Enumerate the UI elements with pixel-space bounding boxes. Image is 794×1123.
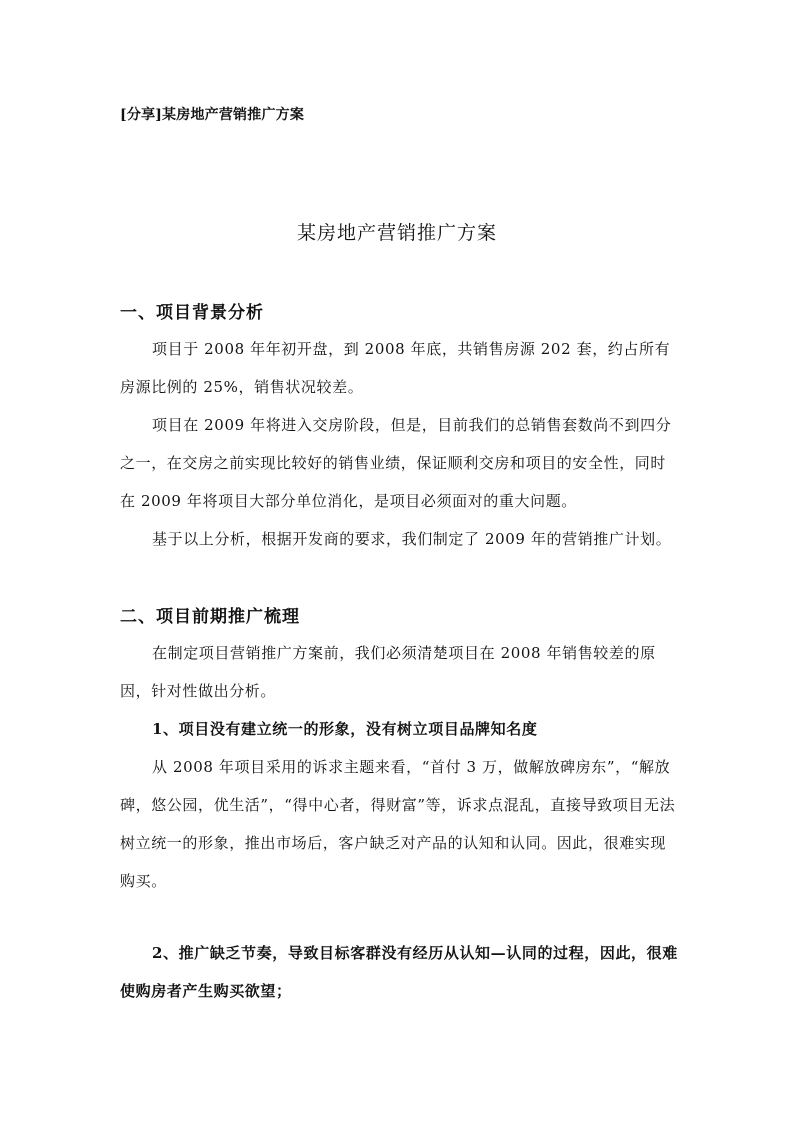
section2-point1-title: 1、项目没有建立统一的形象，没有树立项目品牌知名度	[152, 720, 538, 738]
section2-point1-body: 从 2008 年项目采用的诉求主题来看，“首付 3 万，做解放碑房东”，“解放碑，悠公园，优生活”，“得中心者，得财富”等，诉求点混乱，直接导致项目无法树立统一的形象，推出市场后，客户缺乏对产品的认知和认同。因此，很难实现购买。	[120, 758, 676, 890]
section2-heading: 二、项目前期推广梳理	[120, 607, 300, 627]
section2-paragraph-1: 在制定项目营销推广方案前，我们必须清楚项目在 2008 年销售较差的原因，针对性做出分析。	[120, 644, 656, 700]
section2-point2-title: 2、推广缺乏节奏，导致目标客群没有经历从认知—认同的过程，因此，很难使购房者产生购买欲望；	[120, 944, 678, 1000]
section1-paragraph-1: 项目于 2008 年年初开盘，到 2008 年底，共销售房源 202 套，约占所有房源比例的 25%，销售状况较差。	[120, 340, 671, 396]
section1-paragraph-3: 基于以上分析，根据开发商的要求，我们制定了 2009 年的营销推广计划。	[152, 530, 672, 548]
section1-paragraph-2: 项目在 2009 年将进入交房阶段，但是，目前我们的总销售套数尚不到四分之一，在交房之前实现比较好的销售业绩，保证顺利交房和项目的安全性，同时在 2009 年将项目大部分单位消化，是项目必须面对的重大问题。	[120, 416, 672, 510]
document-title: 某房地产营销推广方案	[296, 222, 497, 244]
section1-heading: 一、项目背景分析	[120, 303, 264, 323]
share-title: [分享]某房地产营销推广方案	[120, 107, 305, 123]
